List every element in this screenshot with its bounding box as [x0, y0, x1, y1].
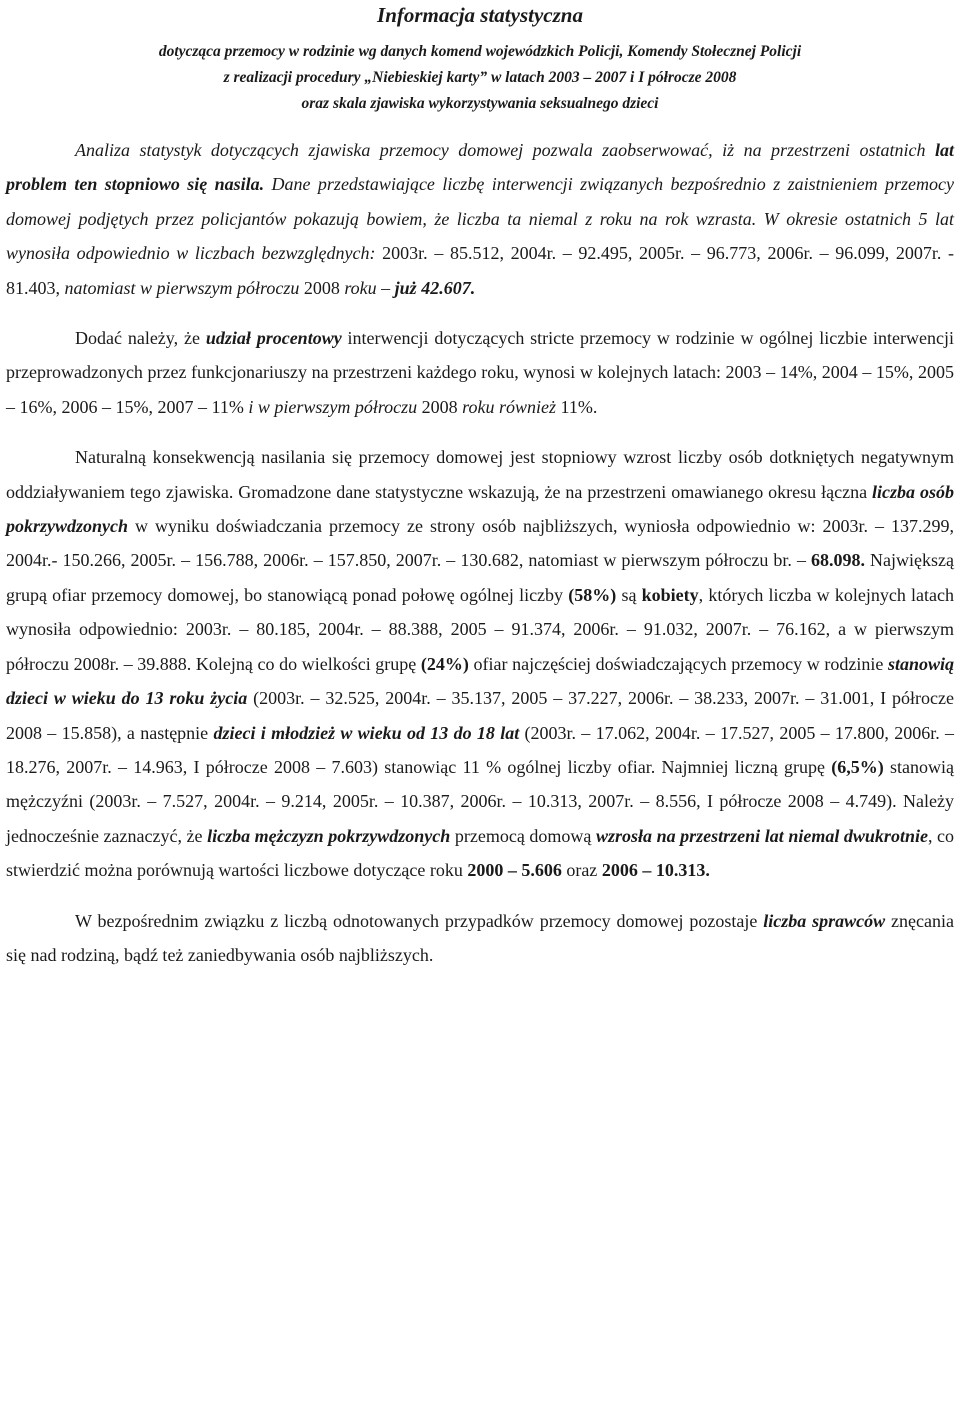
spacer — [6, 117, 954, 133]
text-run: oraz — [561, 860, 602, 881]
text-run: Naturalną konsekwencją nasilania się przemocy domowej jest stopniowy wzrost liczby osób dotkniętych negatywnym oddziaływaniem tego zjawiska. Gromadzone dane statystyczne wskazują, że na przestrzeni omawianego okresu łączna — [6, 447, 954, 502]
figures-run: 2008 — [421, 396, 458, 417]
emphasis-run: już 42.607. — [394, 277, 476, 298]
text-run: w wyniku doświadczania przemocy ze strony osób najbliższych, wyniosła odpowiednio w: — [128, 516, 823, 537]
figures-run: (58%) — [568, 584, 617, 605]
figures-run: 11%. — [560, 396, 598, 417]
figures-run: (24%) — [420, 653, 469, 674]
document-title: Informacja statystyczna — [377, 3, 583, 27]
text-run: stanowiąc — [378, 756, 463, 777]
text-run: natomiast w pierwszym półroczu br. – — [523, 550, 811, 571]
paragraph-perpetrators — [6, 904, 954, 973]
text-run: Dane przedstawiające liczbę interwencji związanych bezpośrednio z zaistnieniem przemocy domowej podjętych przez policjantów pokazują bowiem, że liczba ta niemal z roku na rok wzrasta. W okresie ostatnich 5 lat wynosiła odpowiednio w liczbach bezwzględnych: — [6, 174, 954, 264]
emphasis-run: stanowią dzieci w wieku do 13 roku życia — [6, 653, 954, 709]
text-run: , co stwierdzić można porównują wartości liczbowe dotyczące roku — [6, 825, 955, 881]
emphasis-run: dzieci i młodzież w wieku od 13 do 18 lat — [213, 722, 520, 743]
paragraph-percentage-share — [6, 321, 954, 424]
emphasis-run: udział procentowy — [205, 328, 342, 349]
text-run: ogólnej liczby ofiar. Najmniej liczną grupę — [501, 756, 832, 777]
figures-run: 2008 – 7.603) — [273, 756, 378, 777]
text-run: Dodać należy, że — [75, 328, 206, 349]
text-run: przemocą domową — [450, 825, 596, 846]
figures-run: 2003r. – 80.185, 2004r. – 88.388, 2005 – 91.374, 2006r. – 91.032, 2007r. – 76.162, — [185, 619, 831, 640]
text-run: ofiar najczęściej doświadczających przemocy w rodzinie — [468, 653, 888, 674]
emphasis-run: kobiety — [641, 584, 699, 605]
document-subtitle-line-1: dotycząca przemocy w rodzinie wg danych komend wojewódzkich Policji, Komendy Stołecznej Policji — [158, 43, 802, 60]
text-run: i w pierwszym półroczu — [243, 396, 422, 417]
text-run: I półrocze — [700, 791, 788, 812]
text-run: Należy jednocześnie zaznaczyć, że — [6, 791, 955, 846]
text-run: I półrocze — [874, 688, 955, 709]
figures-run: 68.098. — [811, 550, 865, 571]
figures-run: 2003r. – 85.512, 2004r. – 92.495, 2005r. – 96.773, 2006r. – 96.099, 2007r. - 81.403, — [6, 243, 954, 298]
figures-run: (2003r. – 32.525, 2004r. – 35.137, 2005 – 37.227, 2006r. – 38.233, 2007r. – 31.001, — [253, 688, 875, 709]
text-run: roku również — [457, 396, 561, 417]
figures-run: (2003r. – 17.062, 2004r. – 17.527, 2005 – 17.800, 2006r. – 18.276, 2007r. – 14.963, — [6, 722, 955, 777]
text-run: Kolejną co do wielkości grupę — [191, 653, 421, 674]
paragraph-intervention-counts — [6, 133, 954, 305]
emphasis-run: lat problem ten stopniowo się nasila. — [6, 140, 954, 195]
figures-run: 2000 – 5.606 — [467, 860, 562, 881]
document-subtitle-line-2: z realizacji procedury „Niebieskiej karty” w latach 2003 – 2007 i I półrocze 2008 — [223, 69, 737, 86]
figures-run: 2003 – 14%, 2004 – 15%, 2005 – 16%, 2006 – 15%, 2007 – 11% — [6, 362, 954, 417]
emphasis-run: wzrosła na przestrzeni lat niemal dwukrotnie — [595, 825, 928, 846]
document-page — [0, 2, 960, 972]
figures-run: (6,5%) — [831, 756, 884, 777]
emphasis-run: liczba osób pokrzywdzonych — [6, 481, 954, 537]
text-run: roku – — [339, 277, 395, 298]
emphasis-run: liczba sprawców — [763, 910, 886, 931]
text-run: znęcania się nad rodziną, bądź też zaniedbywania osób najbliższych. — [6, 910, 954, 965]
figures-run: (2003r. – 7.527, 2004r. – 9.214, 2005r. – 10.387, 2006r. – 10.313, 2007r. – 8.556, — [89, 791, 701, 812]
text-run: a w pierwszym półroczu — [6, 619, 954, 674]
text-run: a następnie — [121, 722, 214, 743]
text-run: I półrocze — [187, 756, 274, 777]
text-run: natomiast w pierwszym półroczu — [60, 277, 304, 298]
paragraph-victims — [6, 440, 954, 887]
text-run: W bezpośrednim związku z liczbą odnotowanych przypadków przemocy domowej pozostaje — [75, 910, 764, 931]
figures-run: 2008 – 15.858), — [6, 722, 122, 743]
figures-run: 2008r. – 39.888. — [73, 653, 192, 674]
figures-run: 2008 — [303, 277, 340, 298]
figures-run: 11 % — [462, 756, 502, 777]
figures-run: 2008 – 4.749). — [787, 791, 897, 812]
text-run: Analiza statystyk dotyczących zjawiska przemocy domowej pozwala zaobserwować, iż na przestrzeni ostatnich — [75, 140, 935, 160]
text-run: stanowią mężczyźni — [6, 756, 954, 812]
document-subtitle-line-3: oraz skala zjawiska wykorzystywania seksualnego dzieci — [301, 95, 659, 112]
text-run: są — [616, 584, 642, 605]
text-run: Największą grupą ofiar przemocy domowej, bo stanowiącą ponad połowę ogólnej liczby — [6, 550, 954, 605]
figures-run: 2003r. – 137.299, 2004r.- 150.266, 2005r. – 156.788, 2006r. – 157.850, 2007r. – 130.682, — [6, 516, 954, 571]
emphasis-run: liczba mężczyzn pokrzywdzonych — [207, 825, 451, 846]
figures-run: 2006 – 10.313. — [601, 860, 710, 881]
text-run: , których liczba w kolejnych latach wynosiła odpowiednio: — [6, 584, 955, 640]
text-run: interwencji dotyczących stricte przemocy w rodzinie w ogólnej liczbie interwencji przeprowadzonych przez funkcjonariuszy na przestrzeni każdego roku, wynosi w kolejnych latach: — [6, 328, 954, 383]
